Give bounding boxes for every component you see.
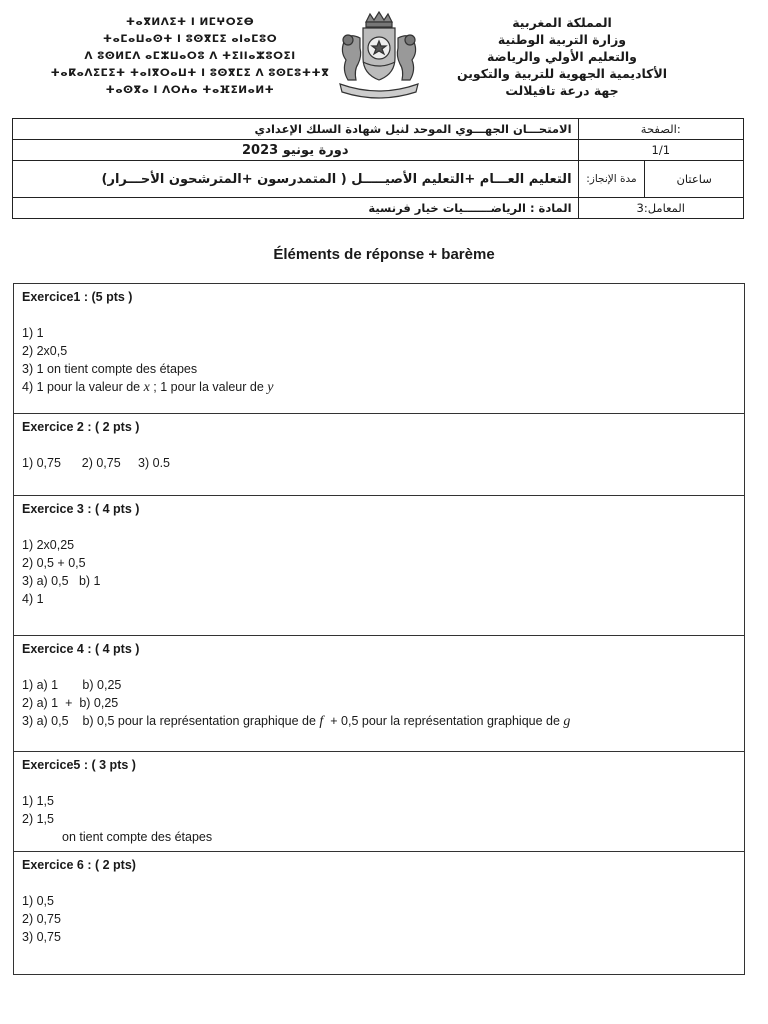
- answer-line: 2) a) 1 + b) 0,25: [22, 696, 119, 710]
- coefficient: المعامل:3: [578, 198, 743, 219]
- answer-line: 1) 0,5: [22, 894, 54, 908]
- moroccan-coat-of-arms-icon: [326, 8, 432, 102]
- tifinagh-line: ⵜⴰⵙⴳⴰ ⵏ ⴷⵔⵄⴰ ⵜⴰⴼⵉⵍⴰⵍⵜ: [105, 84, 275, 96]
- answer-line: 4) 1: [22, 592, 44, 606]
- duration-label: مدة الإنجاز:: [578, 161, 645, 198]
- exam-name: الامتحـــان الجهـــوي الموحد لنيل شهادة السلك الإعدادي: [13, 119, 579, 140]
- answer-line: 3) 1 on tient compte des étapes: [22, 362, 198, 376]
- answer-line: 3) 0,75: [22, 930, 61, 944]
- tifinagh-line: ⵜⴰⵎⴰⵡⴰⵙⵜ ⵏ ⵓⵙⴳⵎⵉ ⴰⵏⴰⵎⵓⵔ: [102, 33, 278, 45]
- answer-line: 2) 0,75: [22, 912, 61, 926]
- exercise-title: Exercice 2 : ( 2 pts ): [22, 420, 140, 434]
- exercise-title: Exercice 6 : ( 2 pts): [22, 858, 136, 872]
- exercise-title: Exercice5 : ( 3 pts ): [22, 758, 136, 772]
- exam-session: دورة يونيو 2023: [13, 140, 579, 161]
- answer-key: [13, 283, 745, 975]
- tifinagh-line: ⴷ ⵓⵙⵍⵎⴷ ⴰⵎⵣⵡⴰⵔⵓ ⴷ ⵜⵉⵏⵏⴰⵣⵓⵔⵉⵏ: [84, 50, 296, 62]
- institution-arabic: [448, 14, 676, 99]
- arabic-line: والتعليم الأولي والرياضة: [487, 49, 637, 64]
- answer-line: 2) 1,5: [22, 812, 54, 826]
- exercise-5: [14, 752, 744, 852]
- answer-note: on tient compte des étapes: [62, 830, 213, 844]
- variable-y: y: [267, 380, 274, 395]
- exercise-1: [14, 284, 744, 414]
- answer-line: 1) a) 1 b) 0,25: [22, 678, 122, 692]
- tifinagh-line: ⵜⴰⴳⵍⴷⵉⵜ ⵏ ⵍⵎⵖⵔⵉⴱ: [125, 16, 255, 28]
- exam-subject: المادة : الرياضـــــــيات خيار فرنسية: [13, 198, 579, 219]
- arabic-line: المملكة المغربية: [512, 15, 612, 30]
- document-header: [0, 0, 768, 112]
- function-f: f: [319, 714, 324, 729]
- answer-line: [22, 378, 736, 396]
- answer-text: + 0,5 pour la représentation graphique de: [323, 714, 564, 728]
- answer-line: 3) a) 0,5 b) 1: [22, 574, 101, 588]
- page-value: 1/1: [578, 140, 743, 161]
- answer-line: 2) 2x0,5: [22, 344, 68, 358]
- arabic-line: جهة درعة تافيلالت: [505, 83, 619, 98]
- exercise-3: [14, 496, 744, 636]
- exercise-2: [14, 414, 744, 496]
- answer-line: 2) 0,5 + 0,5: [22, 556, 86, 570]
- answer-text: 4) 1 pour la valeur de: [22, 380, 144, 394]
- exercise-title: Exercice 4 : ( 4 pts ): [22, 642, 140, 656]
- exam-track: التعليم العـــام +التعليم الأصيـــــل ( المتمدرسون +المترشحون الأحـــرار): [13, 161, 579, 198]
- answer-line: 1) 0,75 2) 0,75 3) 0.5: [22, 456, 170, 470]
- page-title: Éléments de réponse + barème: [273, 246, 495, 263]
- arabic-line: وزارة التربية الوطنية: [497, 32, 627, 47]
- duration-value: ساعتان: [645, 161, 744, 198]
- exercise-title: Exercice1 : (5 pts ): [22, 290, 133, 304]
- tifinagh-line: ⵜⴰⴽⴰⴷⵉⵎⵉⵜ ⵜⴰⵏⴳⵔⴰⵡⵜ ⵏ ⵓⵙⴳⵎⵉ ⴷ ⵓⵙⵎⵓⵜⵜⴳ: [50, 67, 330, 79]
- answer-line: 1) 1,5: [22, 794, 54, 808]
- arabic-line: الأكاديمية الجهوية للتربية والتكوين: [456, 66, 668, 81]
- answer-text: 3) a) 0,5 b) 0,5 pour la représentation graphique de: [22, 714, 320, 728]
- page-label: الصفحة:: [578, 119, 743, 140]
- exam-info-table: [12, 118, 744, 219]
- answer-text: ; 1 pour la valeur de: [149, 380, 268, 394]
- exercise-title: Exercice 3 : ( 4 pts ): [22, 502, 140, 516]
- variable-x: x: [143, 380, 150, 395]
- exercise-6: [14, 852, 744, 974]
- function-g: g: [563, 714, 571, 729]
- answer-line: 1) 1: [22, 326, 44, 340]
- answer-line: [22, 712, 736, 730]
- exercise-4: [14, 636, 744, 752]
- institution-tifinagh: [40, 14, 340, 99]
- answer-line: 1) 2x0,25: [22, 538, 75, 552]
